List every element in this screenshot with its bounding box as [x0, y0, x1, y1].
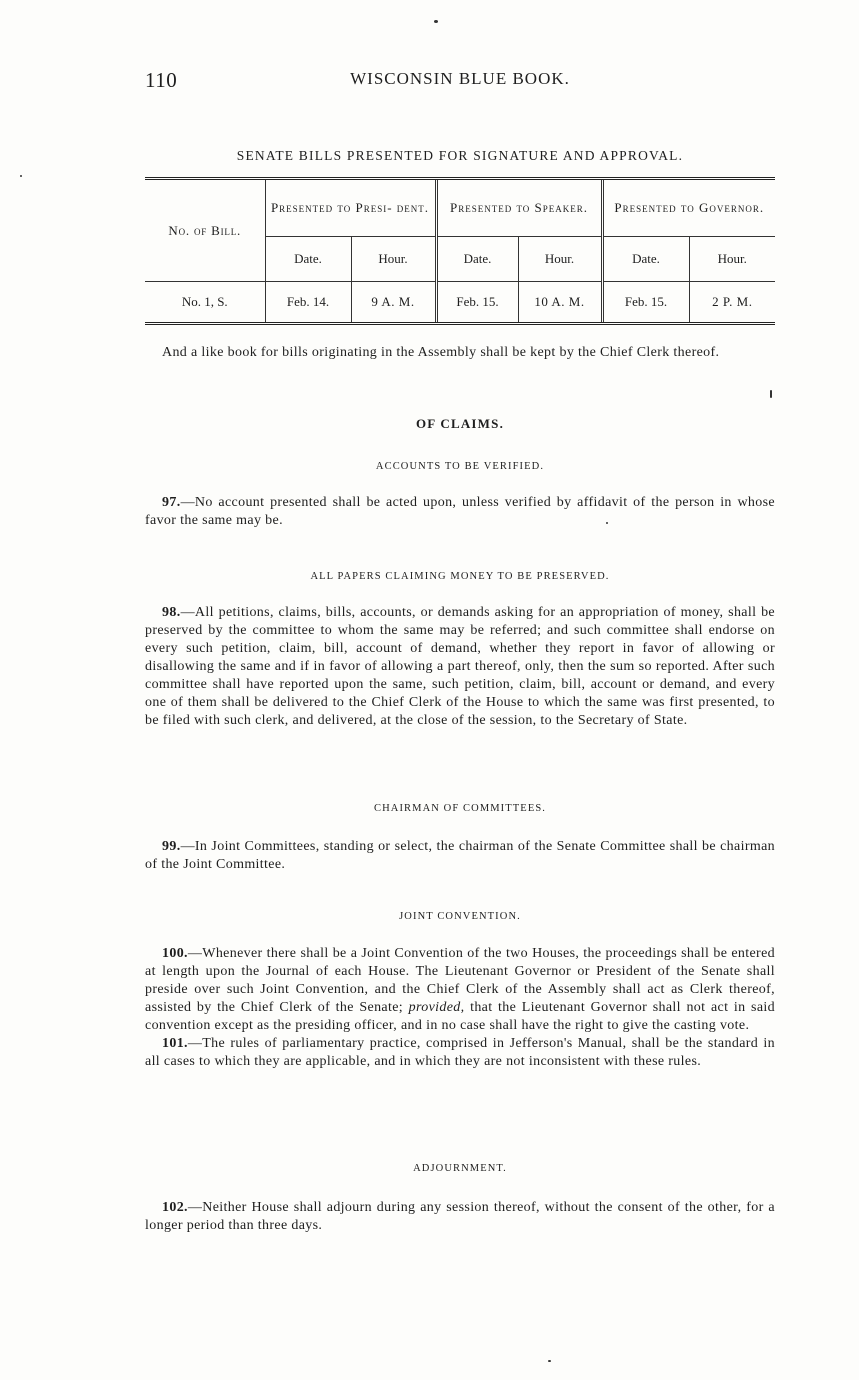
section-title: OF CLAIMS.	[415, 416, 505, 431]
cell-speaker-date: Feb. 15.	[436, 282, 518, 323]
table-caption: SENATE BILLS PRESENTED FOR SIGNATURE AND APPROVAL.	[236, 148, 684, 163]
print-speck	[606, 522, 608, 524]
header-bill-number: No. of Bill.	[145, 180, 265, 282]
bills-table	[145, 180, 775, 322]
rule-text: that the Lieutenant Governor shall not act in said convention except as the presiding officer, and in no case shall have the right to give the casting vote.	[145, 1000, 775, 1033]
rule-number: 102.	[162, 1200, 188, 1215]
rule-text: —The rules of parliamentary practice, comprised in Jefferson's Manual, shall be the standard in all cases to which they are applicable, and in which they are not inconsistent with these rules.	[145, 1036, 775, 1069]
header-presented-to-governor: Presented to Governor.	[602, 180, 775, 237]
print-speck	[434, 20, 438, 23]
rule-text: —All petitions, claims, bills, accounts, or demands asking for an appropriation of money, shall be preserved by the committee to whom the same may be referred; and such committee shall endorse on every such petition, claim, bill, account of demand, whether they report in favor of allowing or disallowing the same and if in favor of allowing a part thereof, only, then the sum so reported. After such committee shall have reported upon the same, such petition, claim, bill, account or demand, and every one of them shall be delivered to the Chief Clerk of the House to which the same was first presented, to be filed with such clerk, and delivered, at the close of the session, to the Secretary of State.	[145, 605, 775, 728]
table-row	[145, 282, 775, 323]
cell-president-date: Feb. 14.	[265, 282, 351, 323]
subheader-date: Date.	[265, 237, 351, 282]
subheader-hour: Hour.	[689, 237, 775, 282]
subheader-hour: Hour.	[518, 237, 602, 282]
rule-text: —Neither House shall adjourn during any session thereof, without the consent of the other, for a longer period than three days.	[145, 1200, 775, 1233]
subheader-date: Date.	[602, 237, 689, 282]
print-speck	[20, 175, 22, 177]
bills-table-container	[145, 177, 775, 325]
assembly-note	[145, 344, 775, 362]
print-speck	[770, 390, 772, 398]
rule-text-italic: provided,	[408, 1000, 465, 1015]
rule-heading: CHAIRMAN OF COMMITTEES.	[373, 803, 547, 814]
print-speck	[548, 1360, 551, 1362]
rule-number: 97.	[162, 495, 181, 510]
rule-heading: ADJOURNMENT.	[413, 1163, 507, 1174]
rule-text: —No account presented shall be acted upon, unless verified by affidavit of the person in whose favor the same may be.	[145, 495, 775, 528]
rule-98	[145, 604, 775, 730]
subheader-date: Date.	[436, 237, 518, 282]
book-title: WISCONSIN BLUE BOOK.	[350, 69, 570, 88]
rule-heading: JOINT CONVENTION.	[399, 911, 521, 922]
rule-text: —Whenever there shall be a Joint Convention of the two Houses, the proceedings shall be entered at length upon the Journal of each House. The Lieutenant Governor or President of the Senate shall preside over such Joint Convention, and the Chief Clerk of the Assembly shall act as Clerk thereof, assisted by the Chief Clerk of the Senate;	[145, 946, 775, 1015]
rule-number: 100.	[162, 946, 188, 961]
cell-bill-number: No. 1, S.	[145, 282, 265, 323]
running-header	[145, 68, 775, 98]
header-presented-to-speaker: Presented to Speaker.	[436, 180, 602, 237]
subheader-hour: Hour.	[351, 237, 436, 282]
cell-president-hour: 9 A. M.	[351, 282, 436, 323]
table-bottom-rule	[145, 322, 775, 325]
rule-102	[145, 1199, 775, 1235]
rule-number: 98.	[162, 605, 181, 620]
header-presented-to-president: Presented to Presi- dent.	[265, 180, 436, 237]
cell-governor-date: Feb. 15.	[602, 282, 689, 323]
rule-heading: ACCOUNTS TO BE VERIFIED.	[375, 461, 545, 472]
rule-number: 99.	[162, 839, 181, 854]
rule-99	[145, 838, 775, 874]
cell-speaker-hour: 10 A. M.	[518, 282, 602, 323]
page-number: 110	[145, 68, 178, 92]
rule-100-101	[145, 945, 775, 1071]
rule-number: 101.	[162, 1036, 188, 1051]
assembly-note-text: And a like book for bills originating in the Assembly shall be kept by the Chief Clerk thereof.	[162, 345, 720, 360]
rule-97	[145, 494, 775, 530]
rule-heading: ALL PAPERS CLAIMING MONEY TO BE PRESERVED.	[310, 571, 610, 582]
rule-text: —In Joint Committees, standing or select, the chairman of the Senate Committee shall be chairman of the Joint Committee.	[145, 839, 775, 872]
cell-governor-hour: 2 P. M.	[712, 294, 753, 309]
